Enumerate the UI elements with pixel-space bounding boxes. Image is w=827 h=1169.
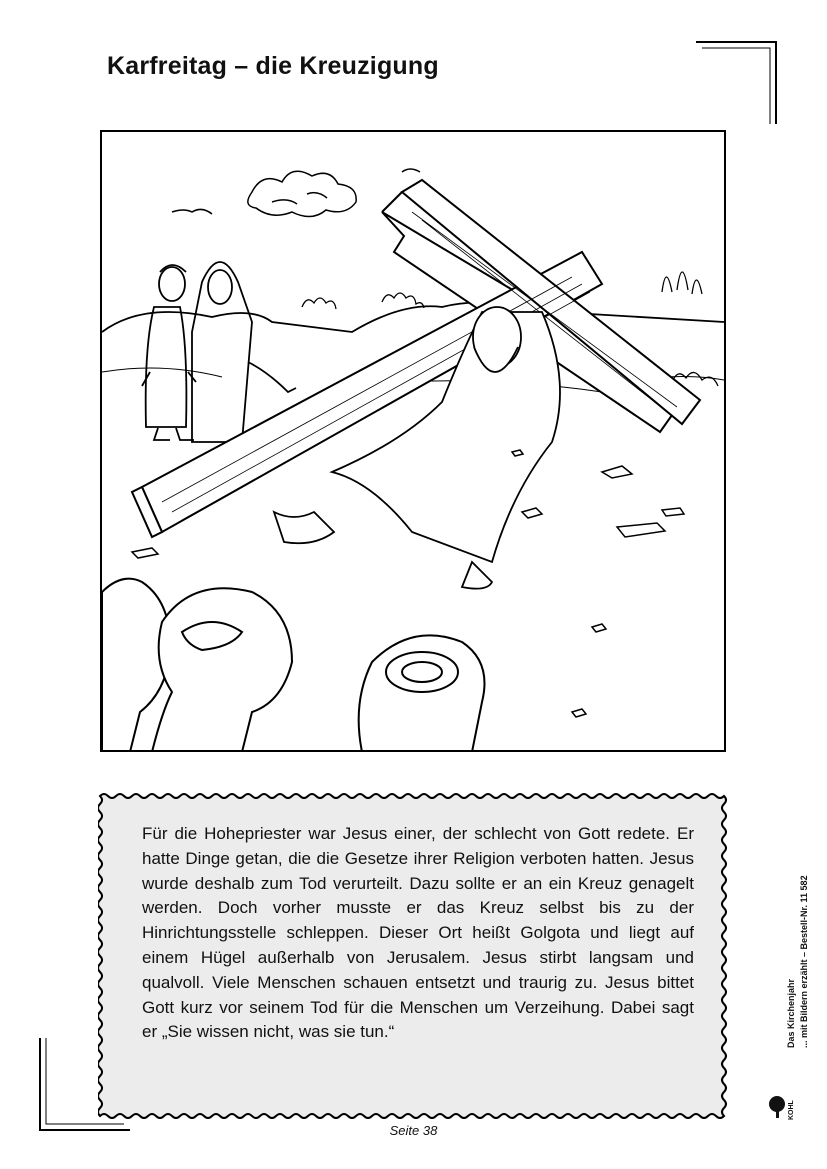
page-number: Seite 38 [389,1123,438,1138]
jesus-carrying-cross-illustration [100,130,726,752]
page-title: Karfreitag – die Kreuzigung [107,52,439,80]
story-text: Für die Hohepriester war Jesus einer, der schlecht von Gott redete. Er hatte Dinge getan, die die Gesetze ihrer Religion verboten hatten. Jesus wurde deshalb zum Tod verurteilt. Dazu sollte er an ein Kreuz genagelt werden. Doch vorher musste er das Kreuz selbst bis zu der Hinrichtungsstelle schleppen. Dieser Ort heißt Golgota und liegt auf einem Hügel außerhalb von Jerusalem. Jesus stirbt langsam und qualvoll. Viele Menschen schauen entsetzt und traurig zu. Jesus bittet Gott kurz vor seinem Tod für die Menschen um Verzeihung. Dabei sagt er „Sie wissen nicht, was sie tun.“ [142,824,694,1042]
sidebar-series: Das Kirchenjahr [786,978,796,1048]
cloud-icon [172,169,420,217]
logo-label: KOHL [788,1100,795,1120]
sidebar-order-info: ... mit Bildern erzählt – Bestell-Nr. 11 582 [799,875,809,1048]
corner-bracket-top-right [690,38,790,128]
